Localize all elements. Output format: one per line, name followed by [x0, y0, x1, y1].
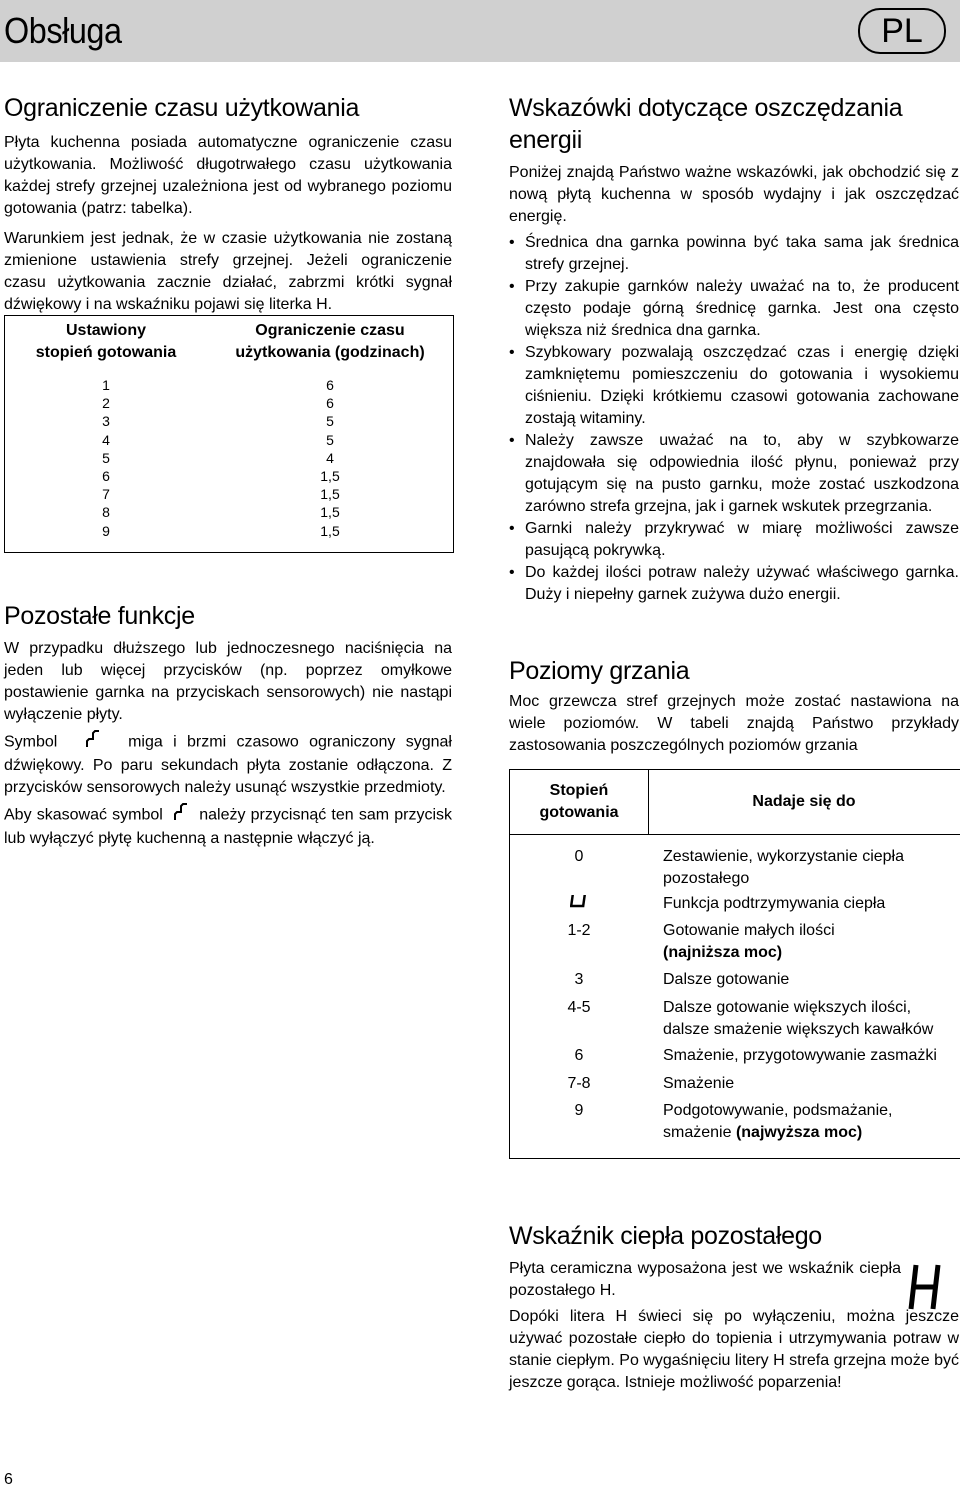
table-cell: 8	[102, 504, 110, 521]
table-cell: 2	[102, 395, 110, 412]
table-header-line: Stopień	[549, 782, 609, 799]
energy-tips-section	[509, 92, 959, 606]
table-cell: 3	[102, 413, 110, 430]
usage-cell: Smażenie, przygotowywanie zasmażki	[663, 1047, 937, 1064]
residual-heat-h-icon	[908, 1262, 944, 1317]
other-functions-paragraph-3	[4, 803, 452, 850]
usage-line	[663, 1122, 958, 1144]
heating-levels-intro: Moc grzewcza stref grzejnych może zostać nastawiona na wiele poziomów. W tabeli znajdą Państwo przykłady zastosowania poszczególnych poziomów grzania	[509, 693, 959, 754]
usage-limit-section	[4, 92, 452, 316]
keep-warm-icon	[510, 893, 648, 916]
table-divider	[510, 834, 960, 835]
paragraph-text: Dopóki litera H świeci się po wyłączeniu, można jeszcze używać pozostałe ciepło do topienia i utrzymywania potraw w stanie ciepłym. Po wygaśnięciu litery H strefa grzejna może być jeszcze gorąca. Istnieje możliwość poparzenia!	[509, 1308, 959, 1391]
usage-cell	[663, 920, 958, 964]
level-cell: 6	[574, 1047, 584, 1064]
heating-levels-section	[509, 655, 959, 757]
table-header-line: Ustawiony	[65, 322, 146, 339]
usage-line: dalsze smażenie większych kawałków	[663, 1021, 934, 1038]
other-functions-paragraph-1: W przypadku dłuższego lub jednoczesnego naciśnięcia na jeden lub więcej przycisków (np. poprzez omyłkowe postawienie garnka na przyciskach sensorowych) nie nastąpi wyłączenie płyty.	[4, 640, 452, 723]
other-functions-section	[4, 600, 452, 850]
usage-cell: Dalsze gotowanie	[663, 971, 790, 988]
table-cell: 5	[102, 449, 110, 466]
usage-text-bold: (najwyższa moc)	[735, 1124, 863, 1141]
table-cell: 7	[102, 486, 110, 503]
usage-line: Podgotowywanie, podsmażanie,	[663, 1102, 893, 1119]
symbol-text-after: należy przycisnąć ten sam przycisk lub wyłączyć płytę kuchenną a następnie włączyć ją.	[4, 806, 453, 847]
usage-line: Dalsze gotowanie większych ilości,	[663, 999, 912, 1016]
table-header-line: Ograniczenie czasu	[255, 322, 405, 339]
list-item: • Należy zawsze uważać na to, aby w szybkowarze znajdowała się odpowiednia ilość płynu, ponieważ przy gotującym się na pusto garnku, może zostać uszkodzona zarówno strefa grzejna, jak i garnek wskutek przegrzania.	[509, 430, 959, 518]
levels-column	[5, 376, 207, 540]
usage-line: pozostałego	[663, 870, 750, 887]
residual-heat-paragraph-2	[509, 1306, 959, 1394]
table-cell: 1,5	[320, 468, 340, 485]
language-badge: PL	[858, 8, 946, 54]
usage-text: smażenie	[663, 1124, 732, 1141]
table-header-level	[510, 780, 648, 824]
table-cell: 5	[326, 413, 334, 430]
usage-cell: Smażenie	[663, 1075, 735, 1092]
list-item: • Do każdej ilości potraw należy używać właściwego garnka. Duży i niepełny garnek zużywa dużo energii.	[509, 562, 959, 606]
usage-limit-paragraph-2: Warunkiem jest jednak, że w czasie użytkowania nie zostaną zmienione ustawienia strefy grzejnej. Jeżeli ograniczenie czasu użytkowania zacznie działać, zabrzmi krótki sygnał dźwiękowy i na wskaźniku pojawi się literka H.	[4, 230, 452, 313]
table-cell: 6	[326, 395, 334, 412]
symbol-text-before: Symbol	[4, 733, 58, 751]
usage-line: Zestawienie, wykorzystanie ciepła	[663, 848, 904, 865]
page-title: Obsługa	[4, 10, 122, 51]
table-header-line: stopień gotowania	[35, 344, 177, 361]
sensor-lock-icon	[86, 730, 100, 755]
table-cell: 4	[102, 431, 110, 448]
heading-line: energii	[509, 126, 582, 154]
hours-column	[207, 376, 453, 540]
heating-levels-heading: Poziomy grzania	[509, 657, 690, 685]
usage-limit-heading: Ograniczenie czasu użytkowania	[4, 94, 360, 122]
usage-cell	[663, 997, 958, 1041]
list-item: • Przy zakupie garnków należy uważać na to, że producent często podaje górną średnicę garnka. Jest ona często większa niż średnica dna garnka.	[509, 276, 959, 342]
energy-tips-list	[509, 232, 959, 606]
heading-line: Wskazówki dotyczące oszczędzania	[509, 94, 903, 122]
symbol-text-before: Aby skasować symbol	[4, 806, 163, 824]
level-cell: 7-8	[567, 1075, 591, 1092]
other-functions-heading: Pozostałe funkcje	[4, 602, 195, 630]
table-cell: 1	[102, 377, 110, 393]
other-functions-paragraph-2	[4, 730, 452, 799]
level-cell: 3	[574, 971, 584, 988]
table-header-level	[5, 320, 207, 364]
table-cell: 1,5	[320, 504, 340, 521]
sensor-lock-icon	[174, 803, 188, 828]
symbol-text-after: miga i brzmi czasowo ograniczony sygnał dźwiękowy. Po paru sekundach płyta zostanie odłączona. Z przycisków sensorowych należy usunąć wszystkie przedmioty.	[4, 733, 452, 796]
energy-tips-heading	[509, 92, 959, 156]
level-cell: 4-5	[567, 999, 591, 1016]
residual-heat-section	[509, 1220, 959, 1394]
level-cell: 1-2	[567, 922, 591, 939]
table-cell: 4	[326, 449, 334, 466]
level-cell: 0	[574, 848, 584, 865]
table-header-usage: Nadaje się do	[752, 793, 856, 810]
table-cell: 5	[326, 431, 334, 448]
table-cell: 9	[102, 522, 110, 539]
usage-cell: Funkcja podtrzymywania ciepła	[663, 895, 886, 912]
table-header-hours	[207, 320, 453, 364]
residual-heat-heading: Wskaźnik ciepła pozostałego	[509, 1222, 822, 1250]
table-header-line: użytkowania (godzinach)	[235, 344, 425, 361]
level-cell: 9	[574, 1102, 584, 1119]
heating-levels-table	[509, 769, 960, 1159]
energy-tips-intro: Poniżej znajdą Państwo ważne wskazówki, jak obchodzić się z nową płytą kuchenna w sposób wydajny i jak oszczędzać energię.	[509, 164, 959, 225]
usage-line-bold: (najniższa moc)	[663, 944, 783, 961]
page-number: 6	[4, 1471, 13, 1488]
list-item: • Szybkowary pozwalają oszczędzać czas i energię dzięki zamkniętemu pomieszczeniu do gotowania i wysokiemu ciśnieniu. Dzięki krótkiemu czasowi gotowania zachowane zostają witaminy.	[509, 342, 959, 430]
page-header	[0, 0, 960, 62]
table-header-line: gotowania	[539, 804, 619, 821]
table-cell: 6	[102, 468, 110, 485]
list-item: • Garnki należy przykrywać w miarę możliwości zawsze pasującą pokrywką.	[509, 518, 959, 562]
table-cell: 6	[326, 377, 334, 393]
usage-limit-table	[4, 315, 454, 553]
usage-line: Gotowanie małych ilości	[663, 922, 835, 939]
table-cell: 1,5	[320, 486, 340, 503]
list-item: • Średnica dna garnka powinna być taka sama jak średnica strefy grzejnej.	[509, 232, 959, 276]
residual-heat-paragraph-1: Płyta ceramiczna wyposażona jest we wskaźnik ciepła pozostałego H.	[509, 1260, 901, 1299]
table-cell: 1,5	[320, 522, 340, 539]
usage-limit-paragraph-1: Płyta kuchenna posiada automatyczne ograniczenie czasu użytkowania. Możliwość długotrwałego czasu użytkowania każdej strefy grzejnej uzależniona jest od wybranego poziomu gotowania (patrz: tabelka).	[4, 134, 452, 217]
usage-cell	[663, 1100, 958, 1144]
usage-cell	[663, 846, 958, 890]
